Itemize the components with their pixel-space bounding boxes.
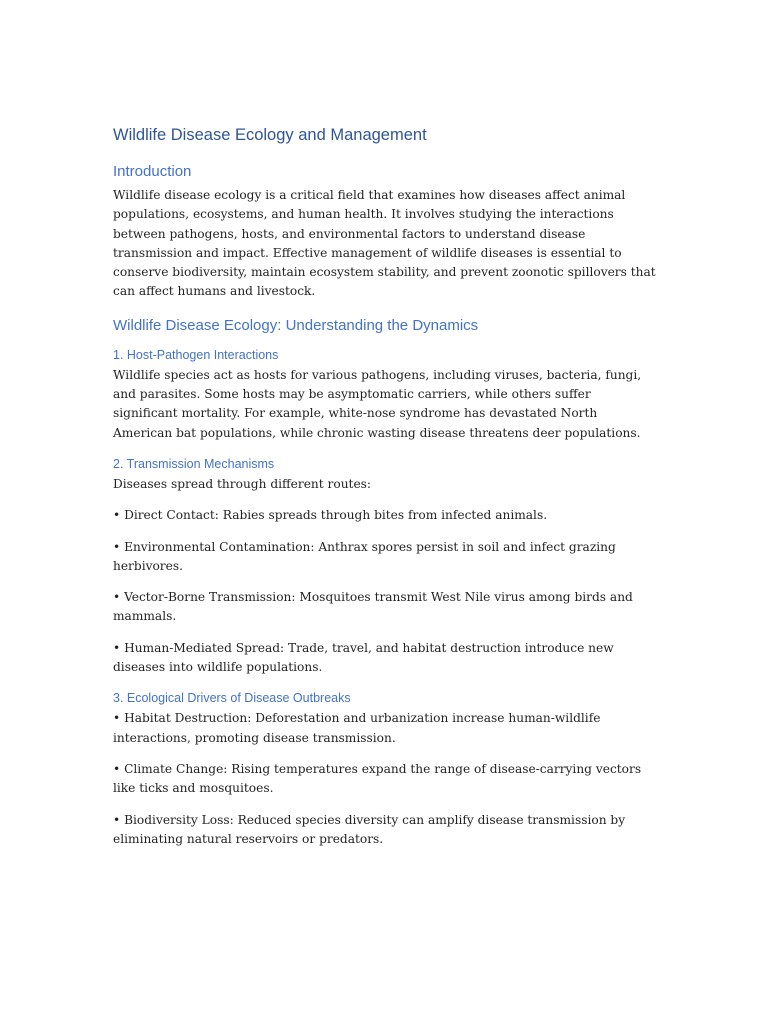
introduction-paragraph: Wildlife disease ecology is a critical field that examines how diseases affect animal populations, ecosystems, and human health. It involves studying the interactions between pathogens, hosts, and environmental factors to understand disease transmission and impact. Effective management of wildlife diseases is essential to conserve biodiversity, maintain ecosystem stability, and prevent zoonotic spillovers that can affect humans and livestock. — [113, 188, 656, 299]
dynamics-heading: Wildlife Disease Ecology: Understanding the Dynamics — [113, 316, 479, 334]
drivers-bullet-habitat: • Habitat Destruction: Deforestation and urbanization increase human-wildlife interactions, promoting disease transmission. — [113, 711, 601, 745]
transmission-bullet-direct-contact: • Direct Contact: Rabies spreads through bites from infected animals. — [113, 508, 548, 523]
transmission-bullet-vector-borne: • Vector-Borne Transmission: Mosquitoes transmit West Nile virus among birds and mammals. — [113, 590, 633, 624]
document-title: Wildlife Disease Ecology and Management — [113, 126, 427, 144]
drivers-heading: 3. Ecological Drivers of Disease Outbreaks — [113, 691, 351, 706]
transmission-bullet-human-mediated: • Human-Mediated Spread: Trade, travel, and habitat destruction introduce new diseases into wildlife populations. — [113, 640, 614, 675]
drivers-bullet-biodiversity: • Biodiversity Loss: Reduced species diversity can amplify disease transmission by eliminating natural reservoirs or predators. — [113, 812, 626, 846]
document-page — [113, 124, 658, 849]
transmission-intro: Diseases spread through different routes: — [113, 476, 372, 491]
introduction-heading: Introduction — [113, 163, 192, 180]
drivers-bullet-climate: • Climate Change: Rising temperatures expand the range of disease-carrying vectors like ticks and mosquitoes. — [113, 761, 642, 796]
transmission-heading: 2. Transmission Mechanisms — [113, 456, 275, 471]
host-pathogen-paragraph: Wildlife species act as hosts for various pathogens, including viruses, bacteria, fungi, and parasites. Some hosts may be asymptomatic carriers, while others suffer significant mortality. For example, white-nose syndrome has devastated North American bat populations, while chronic wasting disease threatens deer populations. — [113, 367, 642, 440]
transmission-bullet-environmental: • Environmental Contamination: Anthrax spores persist in soil and infect grazing herbivores. — [113, 539, 616, 573]
host-pathogen-heading: 1. Host-Pathogen Interactions — [113, 347, 279, 362]
